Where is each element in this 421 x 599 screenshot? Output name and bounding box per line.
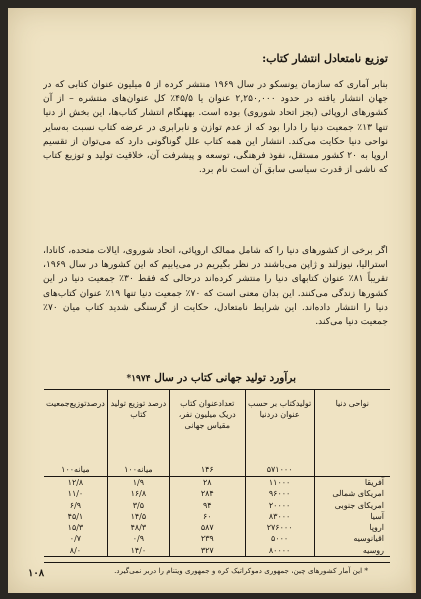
table-cell: ۸/۰ bbox=[69, 545, 82, 555]
book-production-table bbox=[44, 389, 390, 557]
table-total-row bbox=[44, 464, 390, 477]
paragraph-2: اگر برخی از کشورهای دنیا را که شامل ممالک اروپائی، اتحاد شوروی، ایالات متحده، کانادا، استرالیا، نیوزلند و ژاپن می‌باشند در نظر بگیریم در می‌یابیم که این کشورها در سال ۱۹۶۹، تقریباً ۸۱٪ عنوان کتابهای دنیا را منتشر کرده‌اند درحالی که فقط ۳۰٪ جمعیت دنیا در این کشورها زندگی می‌کنند. این بدان معنی است که ۷۰٪ جمعیت دنیا تنها ۱۹٪ عنوان کتاب‌های دنیا را انتشار داده‌اند. این شرایط نامتعادل، حکایت از گرسنگی شدید کتاب میان ۷۰٪ جمعیت دنیا می‌کند. bbox=[43, 245, 388, 328]
table-row bbox=[44, 533, 390, 544]
table-cell: اروپا bbox=[314, 522, 390, 533]
table-cell: ۵۷۱۰۰۰ bbox=[245, 464, 314, 477]
table-title bbox=[127, 372, 297, 384]
section-heading: توزیع نامتعادل انتشار کتاب: bbox=[262, 52, 388, 65]
column-header-titles: تولیدکتاب بر حسب عنوان دردنیا bbox=[245, 390, 314, 465]
table-cell: میانه۱۰۰ bbox=[44, 464, 107, 477]
table-cell: اقیانوسیه bbox=[314, 533, 390, 544]
table-cell: ۵۰۰۰ bbox=[245, 533, 314, 544]
table-cell: ۳/۵ bbox=[107, 500, 169, 511]
table-cell: ۲۸۴ bbox=[169, 488, 245, 499]
column-header-population-share: درصدتوزیع‌جمعیت bbox=[46, 399, 105, 408]
table-cell: ۸۳۰۰۰ bbox=[245, 511, 314, 522]
table-cell: ۱۵/۳ bbox=[67, 523, 84, 533]
book-page bbox=[8, 8, 416, 593]
footnote: * این آمار کشورهای چین، جمهوری دموکراتیک کره و جمهوری ویتنام را دربر نمی‌گیرد. bbox=[114, 566, 368, 575]
table-cell: امریکای جنوبی bbox=[314, 500, 390, 511]
table-row bbox=[44, 488, 390, 499]
column-header-production-share: درصد توزیع تولید کتاب bbox=[107, 390, 169, 465]
table-cell: ۲۷۶۰۰۰ bbox=[245, 522, 314, 533]
table-cell: ۱۱۰۰۰ bbox=[245, 477, 314, 489]
table-cell: ۱/۹ bbox=[107, 477, 169, 489]
table-cell: ۶۰ bbox=[169, 511, 245, 522]
table-cell: ۲۳۹ bbox=[169, 533, 245, 544]
table-cell bbox=[314, 464, 390, 477]
table-title-year: ۱۹۷۴* bbox=[126, 374, 151, 384]
column-header-region: نواحی دنیا bbox=[314, 390, 390, 465]
table-cell: ۵۸۷ bbox=[169, 522, 245, 533]
table-cell: آفریقا bbox=[314, 477, 390, 489]
table-cell: ۹۴ bbox=[169, 500, 245, 511]
table-cell: ۱۴/۵ bbox=[107, 511, 169, 522]
table-cell: ۶/۹ bbox=[69, 500, 82, 510]
table-cell: میانه۱۰۰ bbox=[107, 464, 169, 477]
table-cell: ۱۲/۸ bbox=[67, 478, 84, 487]
table-cell: ۴۵/۱ bbox=[67, 511, 84, 521]
table-cell: ۱۶/۸ bbox=[107, 488, 169, 499]
table-cell: امریکای شمالی bbox=[314, 488, 390, 499]
table-cell: ۹۶۰۰۰ bbox=[245, 488, 314, 499]
page-content bbox=[8, 8, 416, 593]
table-cell: ۱۱/۰ bbox=[67, 489, 84, 499]
column-header-per-million: تعدادعنوان کتاب دریک میلیون نفر، مقیاس جهانی bbox=[169, 390, 245, 465]
table-cell: ۲۸ bbox=[169, 477, 245, 489]
table-cell: ۰/۹ bbox=[107, 533, 169, 544]
table-row bbox=[44, 511, 390, 522]
table-cell: ۱۴/۰ bbox=[107, 545, 169, 557]
table-cell: ۲۰۰۰۰ bbox=[245, 500, 314, 511]
table-cell: ۴۸/۳ bbox=[107, 522, 169, 533]
table-cell: ۰/۷ bbox=[69, 534, 82, 544]
table-title-text: برآورد تولید جهانی کتاب در سال bbox=[154, 372, 296, 384]
table-header-row bbox=[44, 390, 390, 465]
page-number: ۱۰۸ bbox=[28, 568, 45, 579]
table-cell: ۱۴۶ bbox=[169, 464, 245, 477]
table-row bbox=[44, 545, 390, 557]
table-cell: روسیه bbox=[314, 545, 390, 557]
table-row bbox=[44, 477, 390, 489]
footnote-divider bbox=[44, 562, 390, 563]
table-cell: آسیا bbox=[314, 511, 390, 522]
paragraph-1: بنابر آماری که سازمان یونسکو در سال ۱۹۶۹ منتشر کرده از ۵ میلیون عنوان کتابی که در جهان انتشار یافته در حدود ۲,۲۵۰,۰۰۰ عنوان یا ۴۵/۵٪ کل عنوان‌های منتشره – از آن کشورهای اروپائی (بجز اتحاد شوروی) بوده است. بههنگام انتشار کتاب‌ها، این بخش از دنیا تنها ۱۳٪ جمعیت دنیا را دارا بود که از عدم توازن و نابرابری در عرضه کتاب نسبت به‌سایر نواحی دنیا حکایت می‌کند. انتشار این همه کتاب علل گوناگونی دارد که می‌توان از تقسیم اروپا به ۲۰ کشور مستقل، نفوذ فرهنگی، توسعه و پیشرفت آن، خلاقیت تولید و توزیع کتاب که ناشی از قدرت سیاسی سابق آن است نام برد. bbox=[43, 79, 388, 176]
table-row bbox=[44, 522, 390, 533]
table-cell: ۳۲۷ bbox=[169, 545, 245, 557]
table-row bbox=[44, 500, 390, 511]
table-cell: ۸۰۰۰۰ bbox=[245, 545, 314, 557]
